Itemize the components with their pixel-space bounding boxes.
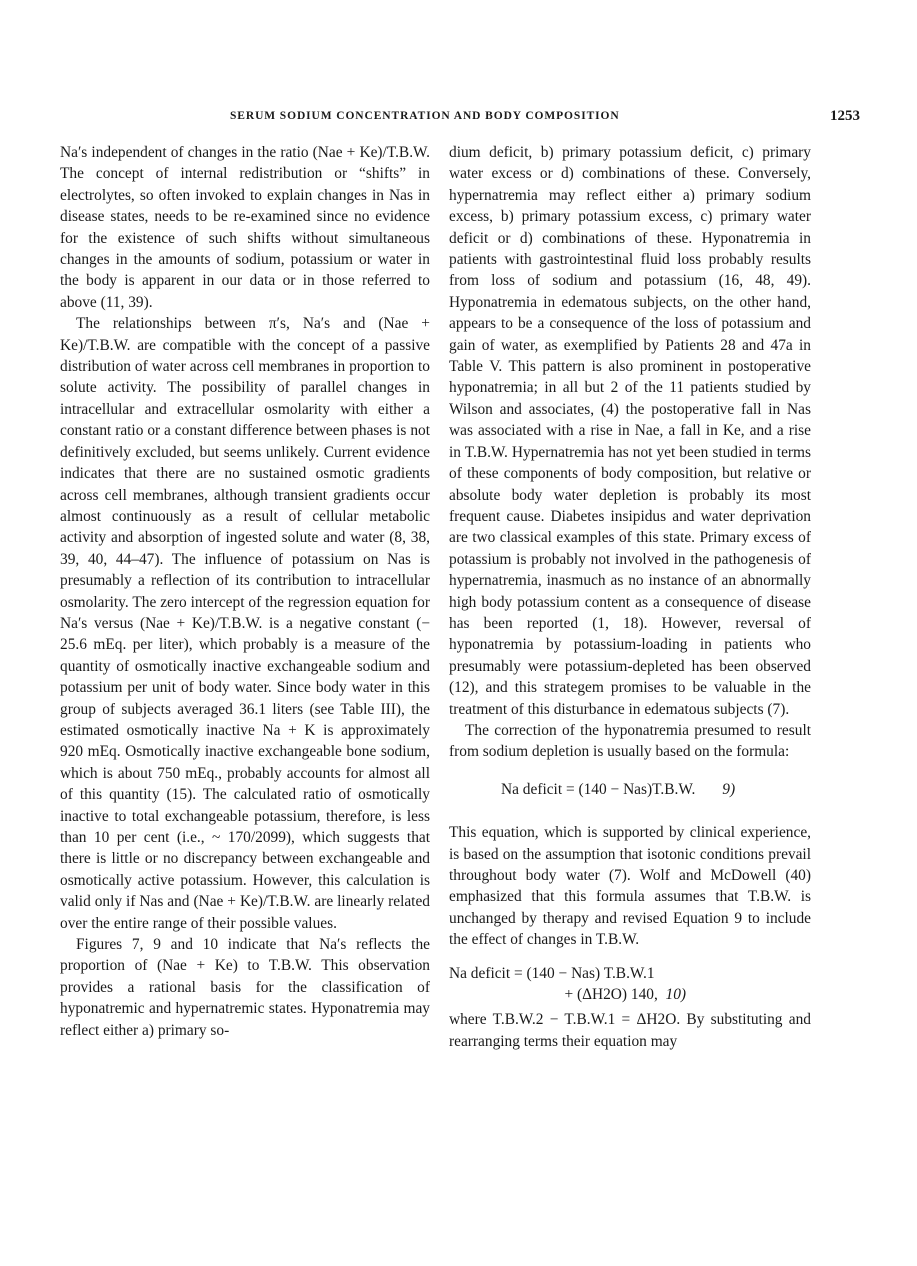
page-number: 1253 xyxy=(830,108,860,124)
equation-10 xyxy=(449,963,811,1006)
equation-9 xyxy=(449,779,811,800)
right-column xyxy=(449,142,811,1052)
equation-10-line-2: + (ΔH2O) 140, xyxy=(564,986,658,1004)
paragraph: dium deficit, b) primary potassium deficit, c) primary water excess or d) combinations of these. Conversely, hypernatremia may reflect either a) primary sodium excess, b) primary potassium excess, c) primary water deficit or d) combinations of these. Hyponatremia in patients with gastrointestinal fluid loss probably results from loss of sodium and potassium (16, 48, 49). Hyponatremia in edematous subjects, on the other hand, appears to be a consequence of the loss of potassium and gain of water, as exemplified by Patients 28 and 47a in Table V. This pattern is also prominent in postoperative hyponatremia; in all but 2 of the 11 patients studied by Wilson and associates, (4) the postoperative fall in Nas was associated with a rise in Nae, a fall in Ke, and a rise in T.B.W. Hypernatremia has not yet been studied in terms of these components of body composition, but relative or absolute body water depletion is probably its most frequent cause. Diabetes insipidus and water deprivation are two classical examples of this state. Primary excess of potassium is probably not involved in the pathogenesis of hypernatremia, inasmuch as no instance of an abnormally high body potassium content as a consequence of disease has been reported (1, 18). However, reversal of hyponatremia by potassium-loading in patients who presumably were potassium-depleted has been observed (12), and this strategem promises to be valuable in the treatment of this disturbance in edematous subjects (7). xyxy=(449,144,811,718)
running-title: SERUM SODIUM CONCENTRATION AND BODY COMPOSITION xyxy=(230,110,620,122)
paragraph: Na′s independent of changes in the ratio (Nae + Ke)/T.B.W. The concept of internal redistribution or “shifts” in electrolytes, so often invoked to explain changes in Nas in disease states, needs to be re-examined since no evidence for the existence of such shifts without simultaneous changes in the amounts of sodium, potassium or water in the body is apparent in our data or in those referred to above (11, 39). xyxy=(60,144,430,311)
paragraph: The relationships between π′s, Na′s and (Nae + Ke)/T.B.W. are compatible with the concept of a passive distribution of water across cell membranes in proportion to solute activity. The possibility of parallel changes in intracellular and extracellular osmolarity with either a constant ratio or a constant difference between phases is not definitively excluded, but seems unlikely. Current evidence indicates that there are no sustained osmotic gradients across cell membranes, although transient gradients occur almost continuously as a result of cellular metabolic activity and absorption of ingested solute and water (8, 38, 39, 40, 44–47). The influence of potassium on Nas is presumably a reflection of its contribution to intracellular osmolarity. The zero intercept of the regression equation for Na′s versus (Nae + Ke)/T.B.W. is a negative constant (− 25.6 mEq. per liter), which probably is a measure of the quantity of osmotically inactive exchangeable sodium and potassium per unit of body water. Since body water in this group of subjects averaged 36.1 liters (see Table III), the estimated osmotically inactive Na + K is approximately 920 mEq. Osmotically inactive exchangeable bone sodium, which is about 750 mEq., probably accounts for almost all of this quantity (15). The calculated ratio of osmotically inactive to total exchangeable potassium, therefore, is less than 10 per cent (i.e., ~ 170/2099), which suggests that there is little or no discrepancy between exchangeable and osmotically active potassium. However, this calculation is valid only if Nas and (Nae + Ke)/T.B.W. are linearly related over the entire range of their possible values. xyxy=(60,315,430,932)
page-header xyxy=(60,108,860,128)
equation-10-number: 10) xyxy=(665,986,687,1004)
paragraph: The correction of the hyponatremia presumed to result from sodium depletion is usually based on the formula: xyxy=(449,721,811,761)
equation-10-line-1: Na deficit = (140 − Nas) T.B.W.1 xyxy=(449,964,655,982)
equation-9-number: 9) xyxy=(722,780,736,798)
paragraph: This equation, which is supported by clinical experience, is based on the assumption that isotonic conditions prevail throughout body water (7). Wolf and McDowell (40) emphasized that this formula assumes that T.B.W. is unchanged by therapy and revised Equation 9 to include the effect of changes in T.B.W. xyxy=(449,824,811,949)
equation-9-body: Na deficit = (140 − Nas)T.B.W. xyxy=(501,780,696,798)
paragraph: Figures 7, 9 and 10 indicate that Na′s reflects the proportion of (Nae + Ke) to T.B.W. This observation provides a rational basis for the classification of hyponatremic and hypernatremic states. Hyponatremia may reflect either a) primary so- xyxy=(60,936,430,1039)
paragraph: where T.B.W.2 − T.B.W.1 = ΔH2O. By substituting and rearranging terms their equation may xyxy=(449,1011,811,1050)
left-column xyxy=(60,142,430,1041)
